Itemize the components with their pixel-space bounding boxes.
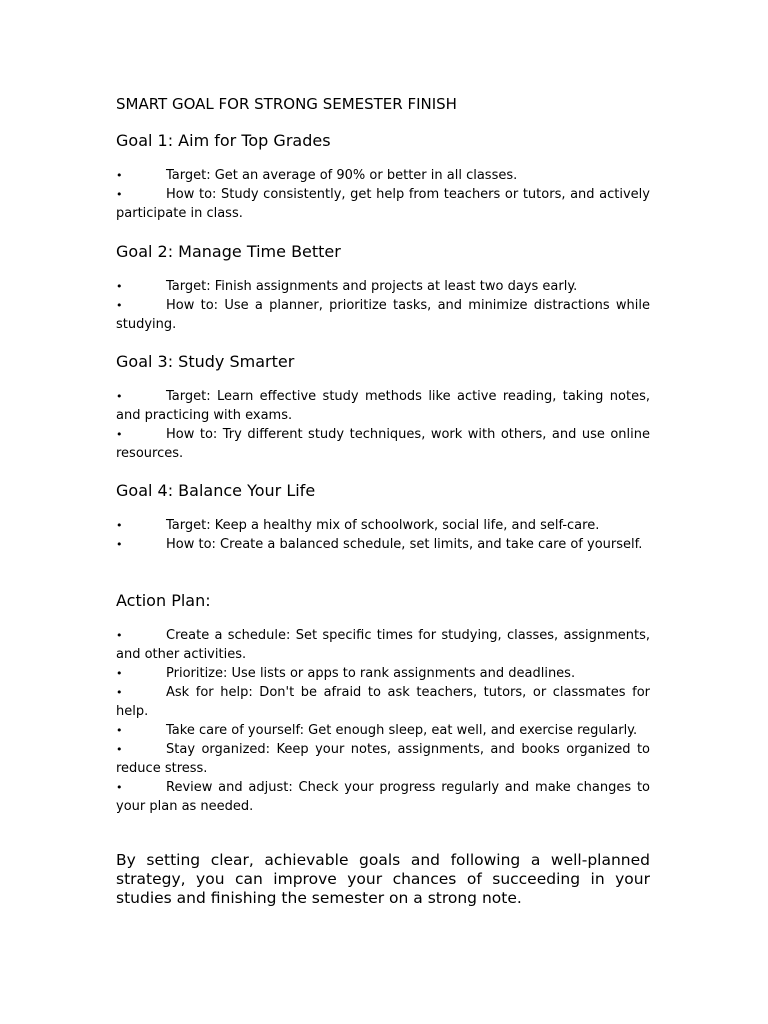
list-item	[116, 664, 650, 683]
bullet-icon: •	[116, 743, 123, 756]
bullet-icon: •	[116, 188, 123, 201]
list-item	[116, 185, 650, 223]
list-item-text: Review and adjust: Check your progress regularly and make changes to your plan as needed.	[116, 780, 650, 814]
list-item-text: How to: Create a balanced schedule, set limits, and take care of yourself.	[166, 537, 643, 552]
bullet-icon: •	[116, 280, 123, 293]
bullet-icon: •	[116, 519, 123, 532]
goal-1-list	[116, 166, 650, 223]
list-item	[116, 296, 650, 334]
document-title: SMART GOAL FOR STRONG SEMESTER FINISH	[116, 95, 457, 113]
goal-2-section	[116, 242, 650, 334]
list-item-text: How to: Use a planner, prioritize tasks, and minimize distractions while studying.	[116, 298, 650, 332]
closing-paragraph: By setting clear, achievable goals and following a well-planned strategy, you can improve your chances of succeeding in your studies and finishing the semester on a strong note.	[116, 851, 650, 907]
list-item-text: Create a schedule: Set specific times for studying, classes, assignments, and other activities.	[116, 628, 650, 662]
list-item	[116, 778, 650, 816]
bullet-icon: •	[116, 428, 123, 441]
action-plan-heading: Action Plan:	[116, 591, 211, 610]
list-item	[116, 626, 650, 664]
list-item-text: Take care of yourself: Get enough sleep, eat well, and exercise regularly.	[166, 723, 638, 738]
action-plan-list	[116, 626, 650, 816]
bullet-icon: •	[116, 724, 123, 737]
list-item	[116, 425, 650, 463]
goal-1-section	[116, 131, 650, 223]
bullet-icon: •	[116, 686, 123, 699]
list-item	[116, 166, 650, 185]
bullet-icon: •	[116, 390, 123, 403]
list-item-text: Stay organized: Keep your notes, assignments, and books organized to reduce stress.	[116, 742, 650, 776]
goal-4-section	[116, 481, 650, 554]
list-item-text: Target: Keep a healthy mix of schoolwork, social life, and self-care.	[166, 518, 600, 533]
goal-2-heading: Goal 2: Manage Time Better	[116, 242, 341, 261]
list-item-text: Ask for help: Don't be afraid to ask teachers, tutors, or classmates for help.	[116, 685, 650, 719]
list-item	[116, 277, 650, 296]
list-item	[116, 721, 650, 740]
bullet-icon: •	[116, 169, 123, 182]
list-item	[116, 387, 650, 425]
action-plan-section	[116, 591, 650, 816]
goal-4-list	[116, 516, 650, 554]
list-item-text: Target: Get an average of 90% or better in all classes.	[166, 168, 518, 183]
goal-4-heading: Goal 4: Balance Your Life	[116, 481, 316, 500]
bullet-icon: •	[116, 629, 123, 642]
list-item-text: Target: Finish assignments and projects at least two days early.	[166, 279, 578, 294]
list-item	[116, 535, 650, 554]
bullet-icon: •	[116, 667, 123, 680]
goal-1-heading: Goal 1: Aim for Top Grades	[116, 131, 331, 150]
goal-2-list	[116, 277, 650, 334]
list-item	[116, 683, 650, 721]
goal-3-section	[116, 352, 650, 463]
bullet-icon: •	[116, 299, 123, 312]
list-item	[116, 516, 650, 535]
list-item-text: How to: Try different study techniques, work with others, and use online resources.	[116, 427, 650, 461]
list-item-text: Prioritize: Use lists or apps to rank assignments and deadlines.	[166, 666, 576, 681]
list-item-text: How to: Study consistently, get help from teachers or tutors, and actively participate in class.	[116, 187, 650, 221]
bullet-icon: •	[116, 781, 123, 794]
goal-3-heading: Goal 3: Study Smarter	[116, 352, 295, 371]
goal-3-list	[116, 387, 650, 463]
bullet-icon: •	[116, 538, 123, 551]
list-item-text: Target: Learn effective study methods like active reading, taking notes, and practicing with exams.	[116, 389, 650, 423]
list-item	[116, 740, 650, 778]
